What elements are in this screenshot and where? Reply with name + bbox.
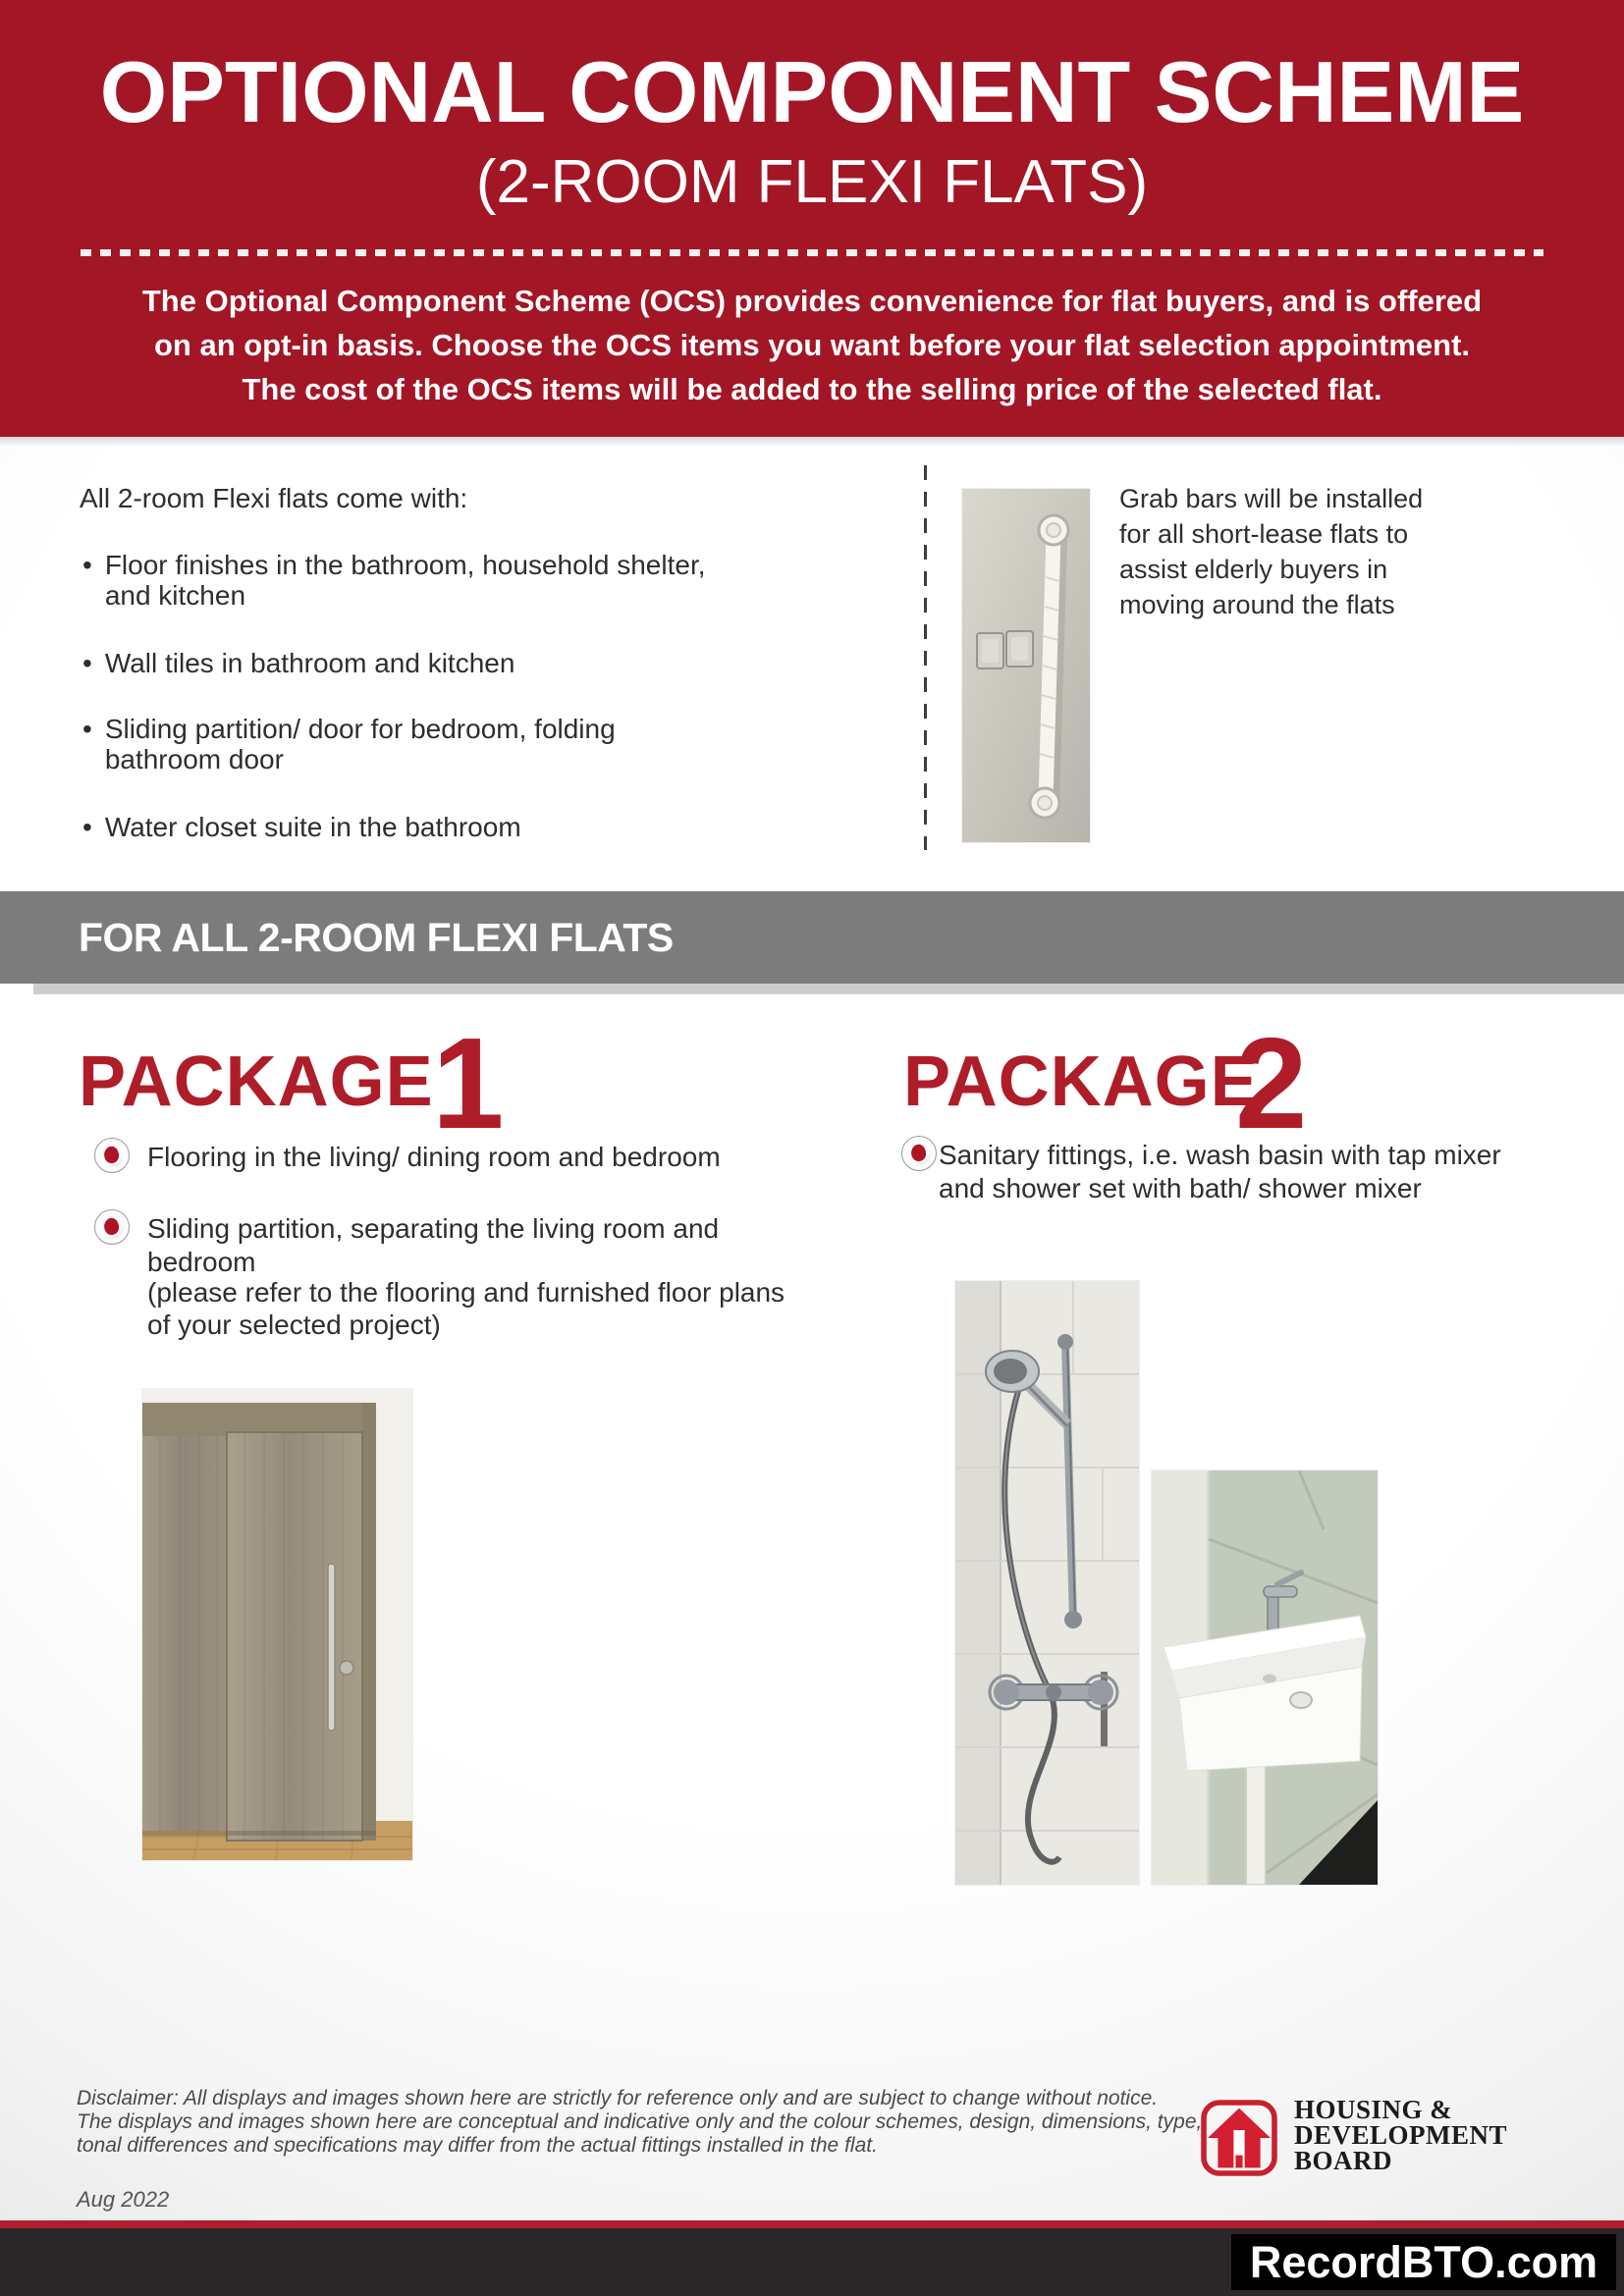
- list-item-text: Sliding partition/ door for bedroom, folding bathroom door: [104, 714, 616, 774]
- dashed-separator: [81, 249, 1543, 256]
- disclaimer-text: [77, 2087, 1202, 2158]
- hdb-logo-text: [1294, 2097, 1507, 2173]
- publication-date: Aug 2022: [77, 2187, 170, 2212]
- hdb-logo-line: HOUSING &: [1294, 2095, 1453, 2124]
- bullet-icon: •: [82, 550, 92, 580]
- list-item: [82, 812, 711, 842]
- package1-number: 1: [432, 1011, 505, 1155]
- header-banner: [0, 0, 1624, 437]
- scheme-description: [0, 279, 1624, 411]
- bullet-icon: •: [82, 714, 92, 744]
- included-heading: All 2-room Flexi flats come with:: [80, 483, 468, 513]
- disclaimer-line: The displays and images shown here are conceptual and indicative only and the colour schemes, design, dimensions, type,: [77, 2110, 1203, 2133]
- bullet-icon: •: [82, 648, 92, 678]
- bullet-icon: •: [82, 812, 92, 842]
- watermark-badge: RecordBTO.com: [1231, 2234, 1616, 2290]
- list-item: [82, 648, 711, 678]
- package2-number: 2: [1235, 1011, 1308, 1155]
- description-line: on an opt-in basis. Choose the OCS items you want before your flat selection appointment.: [153, 328, 1471, 362]
- hdb-house-icon: [1200, 2099, 1278, 2177]
- page-title: OPTIONAL COMPONENT SCHEME: [99, 43, 1525, 140]
- package1-note: (please refer to the flooring and furnished floor plans of your selected project): [147, 1277, 785, 1340]
- hdb-logo-line: BOARD: [1294, 2146, 1393, 2175]
- description-line: The Optional Component Scheme (OCS) provides convenience for flat buyers, and is offered: [141, 284, 1483, 318]
- disclaimer-line: Disclaimer: All displays and images shown here are strictly for reference only and are subject to change without notice.: [77, 2087, 1159, 2109]
- disclaimer-line: tonal differences and specifications may differ from the actual fittings installed in the flat.: [77, 2134, 878, 2157]
- shower-set-photo: [955, 1281, 1139, 1885]
- header-shadow: [0, 437, 1624, 447]
- list-item-text: Water closet suite in the bathroom: [104, 812, 521, 842]
- dashed-divider: [924, 465, 927, 850]
- wash-basin-photo: [1152, 1470, 1378, 1885]
- grab-bar-note: Grab bars will be installed for all short-lease flats to assist elderly buyers in moving around the flats: [1119, 484, 1424, 619]
- package1-title: PACKAGE: [79, 1042, 434, 1121]
- package2-item: Sanitary fittings, i.e. wash basin with tap mixer and shower set with bath/ shower mixer: [939, 1140, 1501, 1203]
- radio-bullet-icon: [901, 1136, 937, 1171]
- page-subtitle: (2-ROOM FLEXI FLATS): [475, 148, 1149, 216]
- footer-red-line: [0, 2220, 1624, 2228]
- list-item: [82, 550, 711, 611]
- radio-bullet-icon: [94, 1138, 130, 1173]
- section-banner-label: FOR ALL 2-ROOM FLEXI FLATS: [79, 915, 674, 960]
- radio-bullet-icon: [94, 1209, 130, 1245]
- list-item-text: Wall tiles in bathroom and kitchen: [104, 648, 515, 678]
- section-banner-shadow: [33, 984, 1624, 994]
- hdb-logo-line: DEVELOPMENT: [1294, 2120, 1508, 2150]
- description-line: The cost of the OCS items will be added to the selling price of the selected flat.: [242, 372, 1382, 406]
- list-item: [82, 714, 711, 774]
- list-item-text: Floor finishes in the bathroom, household shelter, and kitchen: [104, 550, 706, 611]
- sliding-door-photo: [142, 1389, 412, 1860]
- grab-bar-photo: [962, 489, 1090, 842]
- section-banner: [0, 891, 1624, 984]
- package1-item: Sliding partition, separating the living room and bedroom: [147, 1213, 720, 1277]
- package2-title: PACKAGE: [903, 1042, 1259, 1121]
- package1-item: Flooring in the living/ dining room and bedroom: [147, 1142, 721, 1172]
